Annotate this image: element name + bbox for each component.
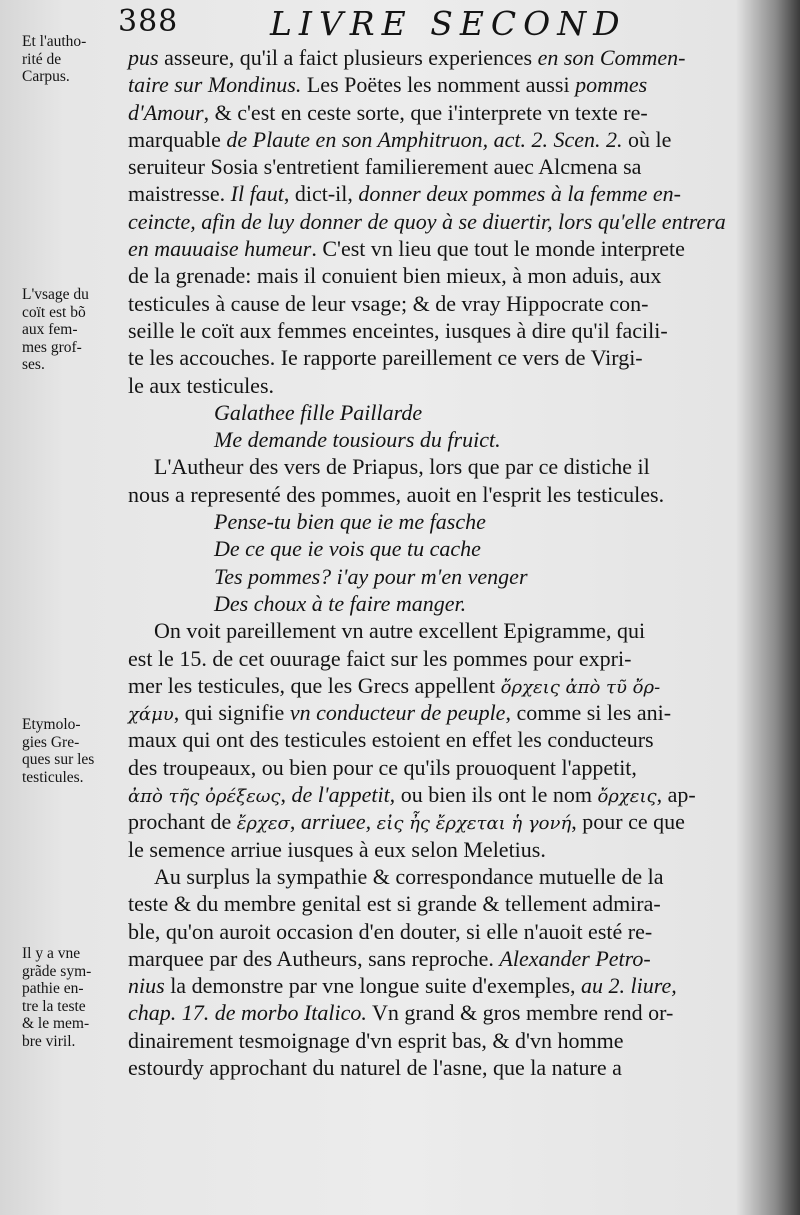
- roman-text: marquable: [128, 126, 227, 152]
- roman-text: nous a representé des pommes, auoit en l'esprit les testicules.: [128, 481, 665, 507]
- text-line: [128, 208, 748, 235]
- text-line: [128, 153, 748, 180]
- roman-text: . C'est vn lieu que tout le monde interprete: [311, 236, 685, 262]
- italic-text: nius: [128, 973, 165, 999]
- text-line: [128, 481, 748, 508]
- text-line: [128, 399, 748, 426]
- text-line: [128, 999, 748, 1026]
- roman-text: te les accouches. Ie rapporte pareillement ce vers de Virgi-: [128, 345, 643, 371]
- roman-text: mer les testicules, que les Grecs appellent: [128, 672, 501, 698]
- roman-text: teste & du membre genital est si grande & tellement admira-: [128, 891, 661, 917]
- roman-text: ,: [280, 782, 292, 808]
- margin-note-line: pathie en-: [22, 980, 84, 997]
- text-line: [128, 617, 748, 644]
- roman-text: Vn grand & gros membre rend or-: [366, 1000, 674, 1026]
- text-line: [128, 918, 748, 945]
- roman-text: ,: [289, 809, 301, 835]
- roman-text: L'Autheur des vers de Priapus, lors que par ce distiche il: [154, 454, 650, 480]
- margin-note-line: grãde sym-: [22, 962, 92, 980]
- text-line: [128, 699, 748, 726]
- text-line: [128, 1027, 748, 1054]
- margin-note-line: aux fem-: [22, 321, 78, 338]
- roman-text: De ce que ie vois que tu cache: [214, 536, 481, 562]
- text-line: [128, 235, 748, 262]
- text-line: [128, 99, 748, 126]
- margin-note: [22, 945, 126, 1050]
- margin-note-line: Et l'autho-: [22, 33, 87, 50]
- roman-text: , pour ce que: [571, 809, 685, 835]
- text-line: [128, 180, 748, 207]
- margin-note-line: Carpus.: [22, 68, 70, 85]
- text-line: [128, 863, 748, 890]
- margin-note-line: ses.: [22, 356, 45, 373]
- roman-text: la demonstre par vne longue suite d'exemples,: [164, 973, 582, 999]
- roman-text: , dict-il,: [283, 181, 359, 207]
- text-line: [128, 372, 748, 399]
- roman-text: On voit pareillement vn autre excellent Epigramme, qui: [154, 618, 646, 644]
- text-line: [128, 126, 748, 153]
- margin-note: [22, 33, 126, 86]
- roman-text: prochant de: [128, 809, 237, 835]
- margin-note-line: L'vsage du: [22, 286, 89, 303]
- greek-text: ἔρχεσ: [236, 813, 290, 835]
- text-line: [128, 44, 748, 71]
- italic-text: ceincte, afin de luy donner de quoy à se diuertir, lors qu'elle entrera: [128, 208, 726, 234]
- roman-text: marquee par des Autheurs, sans reproche.: [128, 945, 500, 971]
- text-line: [128, 836, 748, 863]
- text-line: [128, 890, 748, 917]
- margin-note-line: ques sur les: [22, 751, 95, 768]
- text-line: [128, 344, 748, 371]
- italic-text: pommes: [575, 72, 648, 98]
- main-text: [128, 44, 748, 1081]
- text-line: [128, 945, 748, 972]
- margin-note-line: gies Gre-: [22, 733, 80, 751]
- italic-text: de l'appetit,: [291, 782, 396, 808]
- italic-text: en mauuaise humeur: [128, 236, 312, 262]
- text-line: [128, 262, 748, 289]
- greek-text: ὄρχεις: [597, 786, 657, 808]
- margin-note-line: & le mem-: [22, 1015, 90, 1032]
- roman-text: , & c'est en ceste sorte, que i'interprete vn texte re-: [203, 99, 648, 125]
- roman-text: Me demande tousiours du fruict.: [214, 427, 501, 453]
- margin-note-line: rité de: [22, 50, 62, 68]
- margin-note-line: Etymolo-: [22, 716, 81, 733]
- text-line: [128, 290, 748, 317]
- page-number: 388: [118, 4, 179, 39]
- greek-text: ὄρχεις ἀπὸ τῦ ὄρ-: [500, 676, 661, 698]
- roman-text: seille le coït aux femmes enceintes, iusques à dire qu'il facili-: [128, 317, 668, 343]
- roman-text: de la grenade: mais il conuient bien mieux, à mon aduis, aux: [128, 263, 662, 289]
- roman-text: des troupeaux, ou bien pour ce qu'ils prouoquent l'appetit,: [128, 754, 637, 780]
- roman-text: ou bien ils ont le nom: [395, 782, 598, 808]
- italic-text: de Plaute en son Amphitruon, act. 2. Scen. 2.: [226, 126, 623, 152]
- text-line: [128, 590, 748, 617]
- roman-text: Tes pommes? i'ay pour m'en venger: [214, 563, 528, 589]
- margin-note-line: coït est bõ: [22, 303, 86, 321]
- margin-note-line: Il y a vne: [22, 945, 81, 962]
- italic-text: donner deux pommes à la femme en-: [358, 181, 681, 207]
- text-line: [128, 317, 748, 344]
- greek-text: εἰς ἦς ἔρχεται ἡ γονή: [376, 813, 572, 835]
- text-line: [128, 1054, 748, 1081]
- text-line: [128, 71, 748, 98]
- roman-text: est le 15. de cet ouurage faict sur les pommes pour expri-: [128, 645, 632, 671]
- roman-text: maux qui ont des testicules estoient en effet les conducteurs: [128, 727, 654, 753]
- text-line: [128, 645, 748, 672]
- roman-text: , qui signifie: [173, 700, 290, 726]
- roman-text: dinairement tesmoignage d'vn esprit bas, & d'vn homme: [128, 1027, 624, 1053]
- text-line: [128, 535, 748, 562]
- roman-text: Au surplus la sympathie & correspondance mutuelle de la: [154, 863, 664, 889]
- text-line: [128, 453, 748, 480]
- text-line: [128, 726, 748, 753]
- text-line: [128, 754, 748, 781]
- italic-text: pus: [128, 45, 159, 70]
- roman-text: Les Poëtes les nomment aussi: [301, 72, 576, 98]
- text-line: [128, 972, 748, 999]
- margin-note-line: mes grof-: [22, 338, 82, 356]
- italic-text: d'Amour: [128, 99, 204, 125]
- roman-text: testicules à cause de leur vsage; & de vray Hippocrate con-: [128, 290, 649, 316]
- running-title: LIVRE SECOND: [270, 4, 627, 43]
- italic-text: Il faut: [230, 181, 284, 207]
- roman-text: asseure, qu'il a faict plusieurs experiences: [158, 45, 538, 70]
- italic-text: au 2. liure,: [581, 973, 677, 999]
- roman-text: , ap-: [656, 782, 696, 808]
- roman-text: Pense-tu bien que ie me fasche: [214, 509, 486, 535]
- text-line: [128, 508, 748, 535]
- roman-text: Des choux à te faire manger.: [214, 590, 467, 616]
- italic-text: taire sur Mondinus.: [128, 72, 302, 98]
- greek-text: χάμυ: [128, 704, 174, 726]
- roman-text: seruiteur Sosia s'entretient familierement auec Alcmena sa: [128, 154, 642, 180]
- margin-note-line: bre viril.: [22, 1032, 76, 1050]
- roman-text: où le: [622, 126, 672, 152]
- italic-text: vn conducteur de peuple: [289, 700, 506, 726]
- roman-text: le aux testicules.: [128, 372, 275, 398]
- roman-text: maistresse.: [128, 181, 231, 207]
- roman-text: , comme si les ani-: [505, 700, 672, 726]
- text-line: [128, 672, 748, 699]
- italic-text: arriuee,: [300, 809, 372, 835]
- roman-text: Galathee fille Paillarde: [214, 399, 423, 425]
- text-line: [128, 426, 748, 453]
- roman-text: le semence arriue iusques à eux selon Meletius.: [128, 836, 546, 862]
- italic-text: chap. 17. de morbo Italico.: [128, 1000, 367, 1026]
- margin-note-line: testicules.: [22, 768, 84, 786]
- margin-note: [22, 286, 126, 374]
- roman-text: estourdy approchant du naturel de l'asne, que la nature a: [128, 1054, 622, 1080]
- text-line: [128, 808, 748, 835]
- roman-text: ble, qu'on auroit occasion d'en douter, si elle n'auoit esté re-: [128, 918, 653, 944]
- margin-note: [22, 716, 126, 786]
- italic-text: en son Commen-: [537, 45, 686, 70]
- italic-text: Alexander Petro-: [499, 945, 651, 971]
- greek-text: ἀπὸ τῆς ὀρέξεως: [128, 786, 281, 808]
- text-line: [128, 781, 748, 808]
- text-line: [128, 563, 748, 590]
- margin-note-line: tre la teste: [22, 997, 86, 1015]
